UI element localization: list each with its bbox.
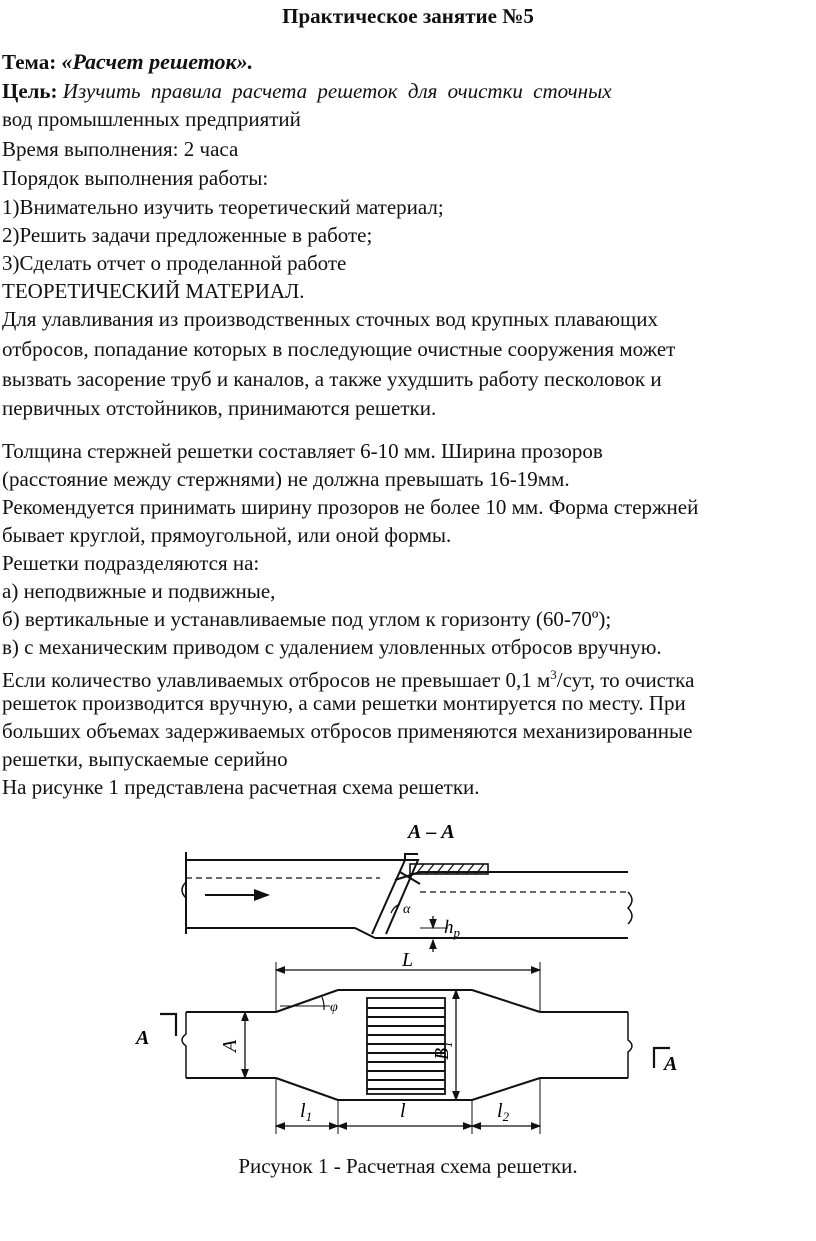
intro-line: Время выполнения: 2 часа: [2, 137, 239, 161]
paragraph-line: [2, 662, 694, 693]
intro-line: 3)Сделать отчет о проделанной работе: [2, 251, 347, 275]
topic-value: «Расчет решеток».: [61, 49, 254, 74]
paragraph-line: вызвать засорение труб и каналов, а также ухудшить работу песколовок и: [2, 367, 662, 391]
paragraph-line: Толщина стержней решетки составляет 6-10 мм. Ширина прозоров: [2, 439, 603, 463]
l-label: l: [400, 1100, 406, 1122]
goal-line: [2, 78, 612, 104]
paragraph-line: Рекомендуется принимать ширину прозоров не более 10 мм. Форма стержней: [2, 495, 699, 519]
intro-line: 2)Решить задачи предложенные в работе;: [2, 223, 373, 247]
superscript: 3: [550, 667, 557, 682]
cut-label-right: A: [664, 1053, 678, 1075]
section-heading: ТЕОРЕТИЧЕСКИЙ МАТЕРИАЛ.: [2, 279, 305, 303]
paragraph-line: бывает круглой, прямоугольной, или оной формы.: [2, 523, 452, 547]
l2-label: $l_2$: [497, 1100, 510, 1124]
list-item: а) неподвижные и подвижные,: [2, 579, 276, 603]
paragraph-line: больших объемах задерживаемых отбросов применяются механизированные: [2, 719, 693, 743]
L-label: L: [402, 949, 414, 971]
paragraph-line: отбросов, попадание которых в последующие очистные сооружения может: [2, 337, 676, 361]
paragraph-line: Решетки подразделяются на:: [2, 551, 260, 575]
text-fragment: /сут, то очистка: [556, 668, 695, 692]
paragraph-line: первичных отстойников, принимаются решетки.: [2, 396, 437, 420]
list-item: б) вертикальные и устанавливаемые под углом к горизонту (60-70º);: [2, 607, 612, 631]
paragraph-line: (расстояние между стержнями) не должна превышать 16-19мм.: [2, 467, 570, 491]
topic-label: Тема:: [2, 50, 57, 74]
cut-label-left: A: [136, 1027, 150, 1049]
topic-line: [2, 49, 253, 75]
B1-label: $B_1$: [431, 1041, 455, 1060]
grate-diagram: [0, 812, 816, 1142]
goal-label: Цель:: [2, 79, 58, 103]
l1-label: $l_1$: [300, 1100, 313, 1124]
goal-value: Изучить правила расчета решеток для очистки сточных: [62, 79, 612, 103]
hp-label: $h_p$: [444, 917, 460, 940]
goal-line-2: вод промышленных предприятий: [2, 107, 301, 131]
paragraph-line: решетки, выпускаемые серийно: [2, 747, 288, 771]
paragraph-line: На рисунке 1 представлена расчетная схема решетки.: [2, 775, 480, 799]
list-item: в) с механическим приводом с удалением уловленных отбросов вручную.: [2, 635, 662, 659]
intro-line: Порядок выполнения работы:: [2, 166, 269, 190]
page-title: Практическое занятие №5: [282, 4, 534, 28]
text-fragment: Если количество улавливаемых отбросов не превышает 0,1 м: [2, 668, 551, 692]
A-dim-label: A: [219, 1039, 241, 1052]
paragraph-line: Для улавливания из производственных сточных вод крупных плавающих: [2, 307, 658, 331]
section-label: А – А: [408, 821, 455, 843]
alpha-label: α: [403, 902, 411, 917]
phi-label: φ: [330, 1000, 338, 1015]
paragraph-line: решеток производится вручную, а сами решетки монтируется по месту. При: [2, 691, 686, 715]
intro-line: 1)Внимательно изучить теоретический материал;: [2, 195, 444, 219]
figure-caption: Рисунок 1 - Расчетная схема решетки.: [238, 1154, 578, 1178]
